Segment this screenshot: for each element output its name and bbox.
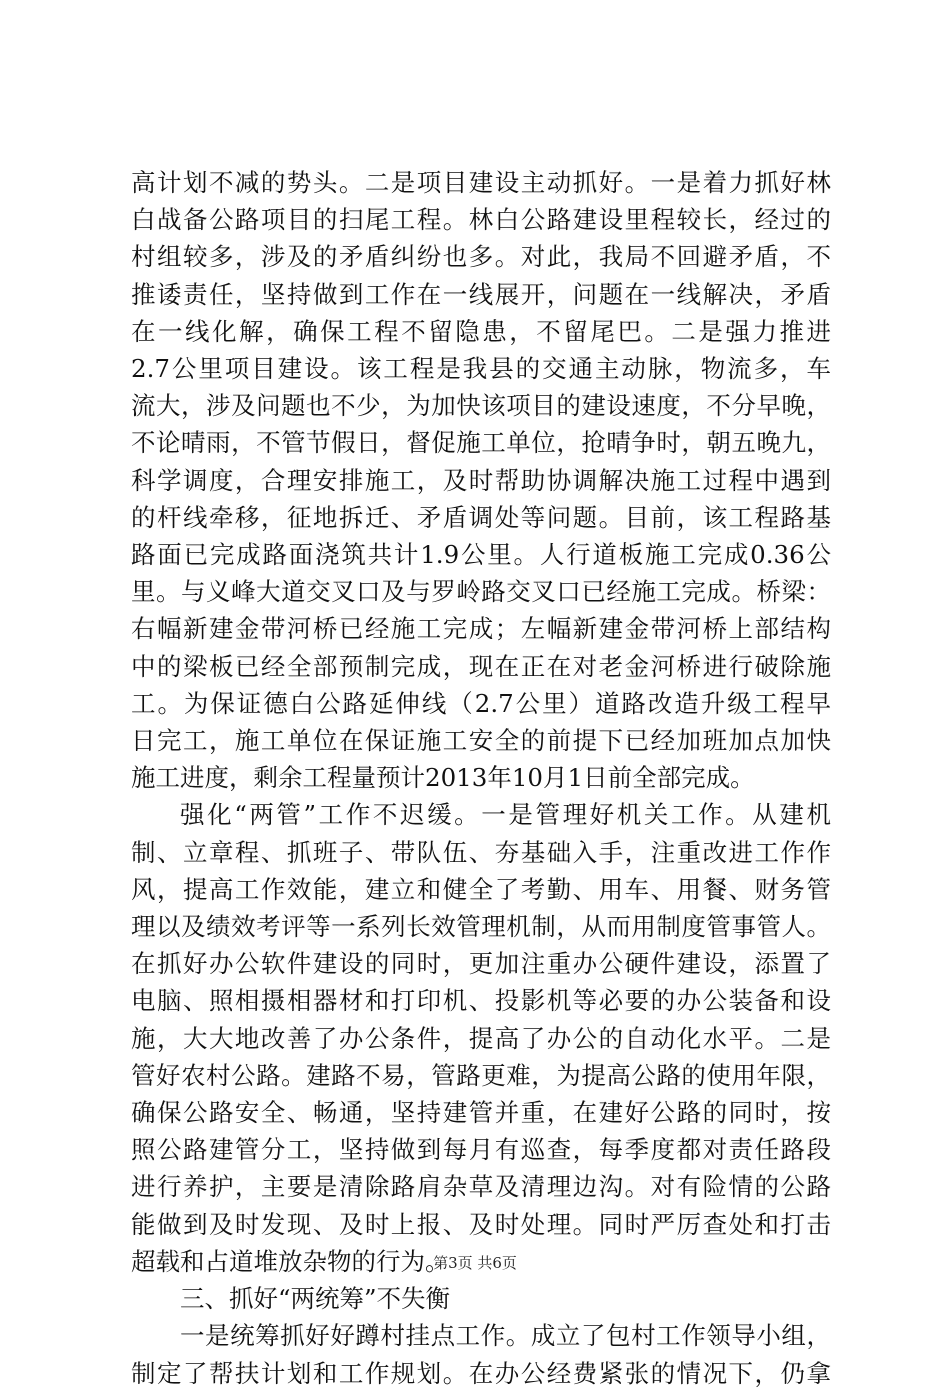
text-line: 推诿责任，坚持做到工作在一线展开，问题在一线解决，矛盾 <box>131 279 831 309</box>
text-line: 施，大大地改善了办公条件，提高了办公的自动化水平。二是 <box>131 1023 831 1053</box>
text-line: 风，提高工作效能，建立和健全了考勤、用车、用餐、财务管 <box>131 874 831 904</box>
text-line: 在抓好办公软件建设的同时，更加注重办公硬件建设，添置了 <box>131 949 831 979</box>
text-line: 确保公路安全、畅通，坚持建管并重，在建好公路的同时，按 <box>131 1098 831 1128</box>
text-line: 2.7公里项目建设。该工程是我县的交通主动脉，物流多，车 <box>131 354 831 384</box>
text-line: 高计划不减的势头。二是项目建设主动抓好。一是着力抓好林 <box>131 168 831 197</box>
text-line: 流大，涉及问题也不少，为加快该项目的建设速度，不分早晚， <box>131 391 831 421</box>
text-line: 施工进度，剩余工程量预计2013年10月1日前全部完成。 <box>131 763 755 793</box>
text-line: 路面已完成路面浇筑共计1.9公里。人行道板施工完成0.36公 <box>131 540 831 570</box>
text-line: 管好农村公路。建路不易，管路更难，为提高公路的使用年限， <box>131 1060 831 1090</box>
document-body <box>131 164 831 1392</box>
text-line: 理以及绩效考评等一系列长效管理机制，从而用制度管事管人。 <box>131 912 831 942</box>
text-line: 照公路建管分工，坚持做到每月有巡查，每季度都对责任路段 <box>131 1135 831 1165</box>
text-line: 能做到及时发现、及时上报、及时处理。同时严厉查处和打击 <box>131 1209 831 1239</box>
text-line: 村组较多，涉及的矛盾纠纷也多。对此，我局不回避矛盾，不 <box>131 242 831 272</box>
text-line: 日完工，施工单位在保证施工安全的前提下已经加班加点加快 <box>131 726 831 756</box>
text-line: 中的梁板已经全部预制完成，现在正在对老金河桥进行破除施 <box>131 651 831 681</box>
text-line: 制定了帮扶计划和工作规划。在办公经费紧张的情况下，仍拿 <box>131 1358 831 1388</box>
text-line: 白战备公路项目的扫尾工程。林白公路建设里程较长，经过的 <box>131 205 831 235</box>
text-line: 进行养护，主要是清除路肩杂草及清理边沟。对有险情的公路 <box>131 1172 831 1202</box>
text-line: 不论晴雨，不管节假日，督促施工单位，抢晴争时，朝五晚九， <box>131 428 831 458</box>
text-line: 一是统筹抓好好蹲村挂点工作。成立了包村工作领导小组， <box>180 1321 831 1351</box>
text-line: 的杆线牵移，征地拆迁、矛盾调处等问题。目前，该工程路基 <box>131 502 831 532</box>
text-line: 电脑、照相摄相器材和打印机、投影机等必要的办公装备和设 <box>131 986 831 1016</box>
text-line: 强化“两管”工作不迟缓。一是管理好机关工作。从建机 <box>180 800 831 830</box>
text-line: 超载和占道堆放杂物的行为。 <box>131 1246 450 1276</box>
text-line: 制、立章程、抓班子、带队伍、夯基础入手，注重改进工作作 <box>131 837 831 867</box>
text-line: 工。为保证德白公路延伸线（2.7公里）道路改造升级工程早 <box>131 688 831 718</box>
text-line: 在一线化解，确保工程不留隐患，不留尾巴。二是强力推进 <box>131 316 831 346</box>
text-line: 三、抓好“两统筹”不失衡 <box>180 1284 451 1314</box>
page-footer: 第3页 共6页 <box>433 1254 517 1272</box>
text-line: 科学调度，合理安排施工，及时帮助协调解决施工过程中遇到 <box>131 465 831 495</box>
text-line: 右幅新建金带河桥已经施工完成；左幅新建金带河桥上部结构 <box>131 614 831 644</box>
text-line: 里。与义峰大道交叉口及与罗岭路交叉口已经施工完成。桥梁： <box>131 577 831 607</box>
